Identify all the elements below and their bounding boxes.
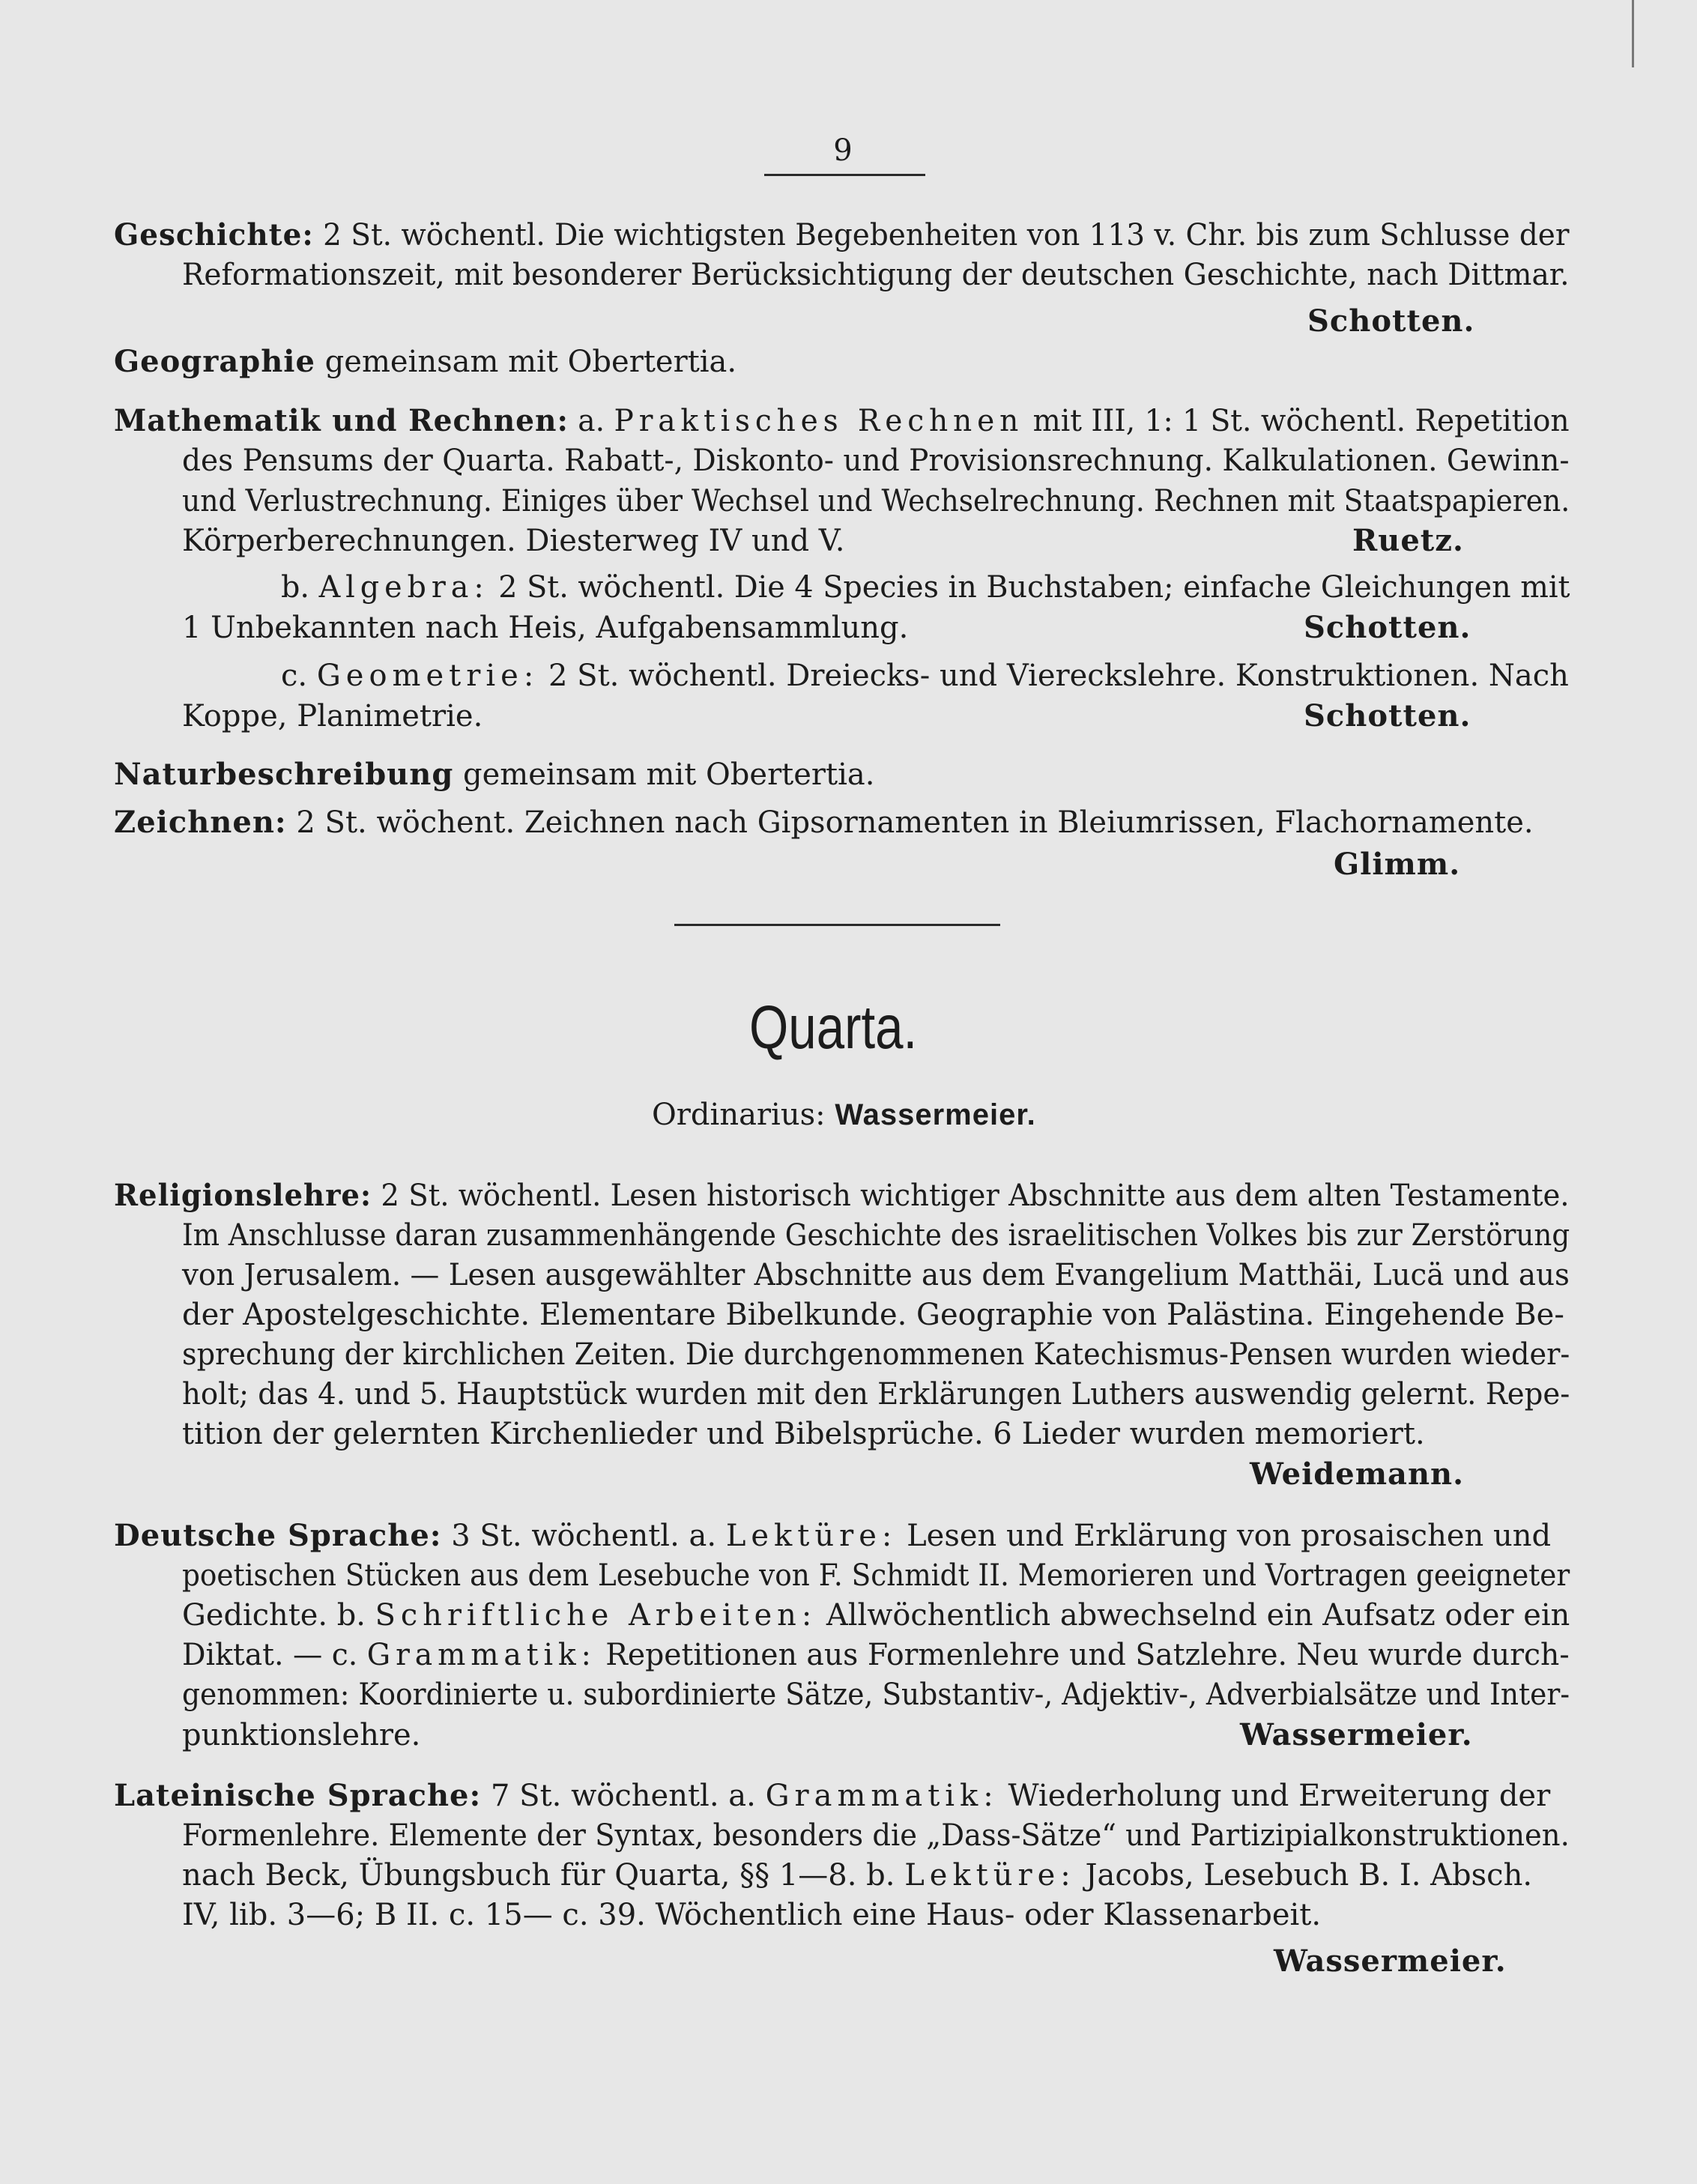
mathematik-heading: Mathematik und Rechnen: <box>114 403 569 438</box>
zeichnen-teacher: Glimm. <box>1334 847 1461 882</box>
latein-line-3: nach Beck, Übungsbuch für Quarta, §§ 1—8. b. Lektüre: Jacobs, Lesebuch B. I. Absch. <box>182 1858 1533 1893</box>
geschichte-teacher: Schotten. <box>1307 303 1475 339</box>
page-edge-line <box>1632 0 1634 67</box>
religion-line-4: der Apostelgeschichte. Elementare Bibelkunde. Geographie von Palästina. Eingehende Be- <box>182 1298 1564 1332</box>
deutsch-line-3: Gedichte. b. Schriftliche Arbeiten: Allwöchentlich abwechselnd ein Aufsatz oder ein <box>182 1598 1570 1633</box>
deutsch-line-2: poetischen Stücken aus dem Lesebuche von F. Schmidt II. Memorieren und Vortragen geeigneter <box>182 1558 1570 1593</box>
deutsch-line-5: genommen: Koordinierte u. subordinierte Sätze, Substantiv-, Adjektiv-, Adverbialsätze und Inter- <box>182 1678 1570 1712</box>
deutsch-heading: Deutsche Sprache: <box>114 1518 442 1553</box>
naturbeschreibung-line: Naturbeschreibung gemeinsam mit Obertertia. <box>114 757 875 792</box>
deutsch-teacher: Wassermeier. <box>1240 1717 1473 1752</box>
geographie-line: Geographie gemeinsam mit Obertertia. <box>114 344 737 379</box>
ordinarius-name: Wassermeier. <box>835 1098 1036 1131</box>
page-number: 9 <box>833 133 853 168</box>
mathematik-a-line-4: Körperberechnungen. Diesterweg IV und V. <box>182 524 845 558</box>
latein-line-1: Lateinische Sprache: 7 St. wöchentl. a. Grammatik: Wiederholung und Erweiterung der <box>114 1778 1551 1813</box>
zeichnen-line: Zeichnen: 2 St. wöchent. Zeichnen nach Gipsornamenten in Bleiumrissen, Flachornamente. <box>114 805 1534 840</box>
religion-line-2: Im Anschlusse daran zusammenhängende Geschichte des israelitischen Volkes bis zur Zerstörung <box>182 1218 1570 1253</box>
section-divider <box>674 924 1000 926</box>
latein-line-2: Formenlehre. Elemente der Syntax, besonders die „Dass-Sätze“ und Partizipialkonstruktionen. <box>182 1818 1570 1853</box>
religion-line-1: Religionslehre: 2 St. wöchentl. Lesen historisch wichtiger Abschnitte aus dem alten Testamente. <box>114 1178 1570 1213</box>
mathematik-line-1: Mathematik und Rechnen: a. Praktisches Rechnen mit III, 1: 1 St. wöchentl. Repetition <box>114 403 1570 438</box>
latein-line-4: IV, lib. 3—6; B II. c. 15— c. 39. Wöchentlich eine Haus- oder Klassenarbeit. <box>182 1898 1322 1932</box>
mathematik-b-line-2: 1 Unbekannten nach Heis, Aufgabensammlung. <box>182 611 909 645</box>
mathematik-a-line-3: und Verlustrechnung. Einiges über Wechsel und Wechselrechnung. Rechnen mit Staatspapieren. <box>182 484 1570 518</box>
deutsch-line-4: Diktat. — c. Grammatik: Repetitionen aus Formenlehre und Satzlehre. Neu wurde durch- <box>182 1638 1570 1672</box>
mathematik-c-line-1: c. Geometrie: 2 St. wöchentl. Dreiecks- und Viereckslehre. Konstruktionen. Nach <box>281 659 1569 693</box>
geschichte-heading: Geschichte: <box>114 217 314 252</box>
religion-line-7: tition der gelernten Kirchenlieder und Bibelsprüche. 6 Lieder wurden memoriert. <box>182 1417 1425 1451</box>
ordinarius-line: Ordinarius: Wassermeier. <box>652 1098 1036 1132</box>
naturbeschreibung-heading: Naturbeschreibung <box>114 757 454 792</box>
geographie-heading: Geographie <box>114 344 315 379</box>
religion-heading: Religionslehre: <box>114 1178 372 1213</box>
mathematik-c-line-2: Koppe, Planimetrie. <box>182 699 483 733</box>
religion-line-3: von Jerusalem. — Lesen ausgewählter Abschnitte aus dem Evangelium Matthäi, Lucä und aus <box>182 1258 1570 1292</box>
latein-heading: Lateinische Sprache: <box>114 1778 482 1813</box>
mathematik-b-line-1: b. Algebra: 2 St. wöchentl. Die 4 Species in Buchstaben; einfache Gleichungen mit <box>281 570 1570 605</box>
religion-line-6: holt; das 4. und 5. Hauptstück wurden mit den Erklärungen Luthers auswendig gelernt. Repe- <box>182 1377 1570 1412</box>
header-rule <box>764 174 925 176</box>
mathematik-a-line-2: des Pensums der Quarta. Rabatt-, Diskonto- und Provisionsrechnung. Kalkulationen. Gewinn- <box>182 444 1570 478</box>
zeichnen-heading: Zeichnen: <box>114 805 287 840</box>
geschichte-line-1: Geschichte: 2 St. wöchentl. Die wichtigsten Begebenheiten von 113 v. Chr. bis zum Schlusse der <box>114 217 1570 252</box>
latein-teacher: Wassermeier. <box>1274 1943 1507 1979</box>
geschichte-line-2: Reformationszeit, mit besonderer Berücksichtigung der deutschen Geschichte, nach Dittmar. <box>182 258 1570 292</box>
mathematik-a-teacher: Ruetz. <box>1352 523 1464 558</box>
religion-teacher: Weidemann. <box>1250 1456 1465 1492</box>
mathematik-c-teacher: Schotten. <box>1304 698 1471 733</box>
deutsch-line-1: Deutsche Sprache: 3 St. wöchentl. a. Lektüre: Lesen und Erklärung von prosaischen und <box>114 1518 1552 1553</box>
mathematik-b-teacher: Schotten. <box>1304 610 1471 645</box>
religion-line-5: sprechung der kirchlichen Zeiten. Die durchgenommenen Katechismus-Pensen wurden wieder- <box>182 1337 1570 1372</box>
quarta-title: Quarta. <box>749 993 918 1062</box>
deutsch-line-6: punktionslehre. <box>182 1718 421 1752</box>
